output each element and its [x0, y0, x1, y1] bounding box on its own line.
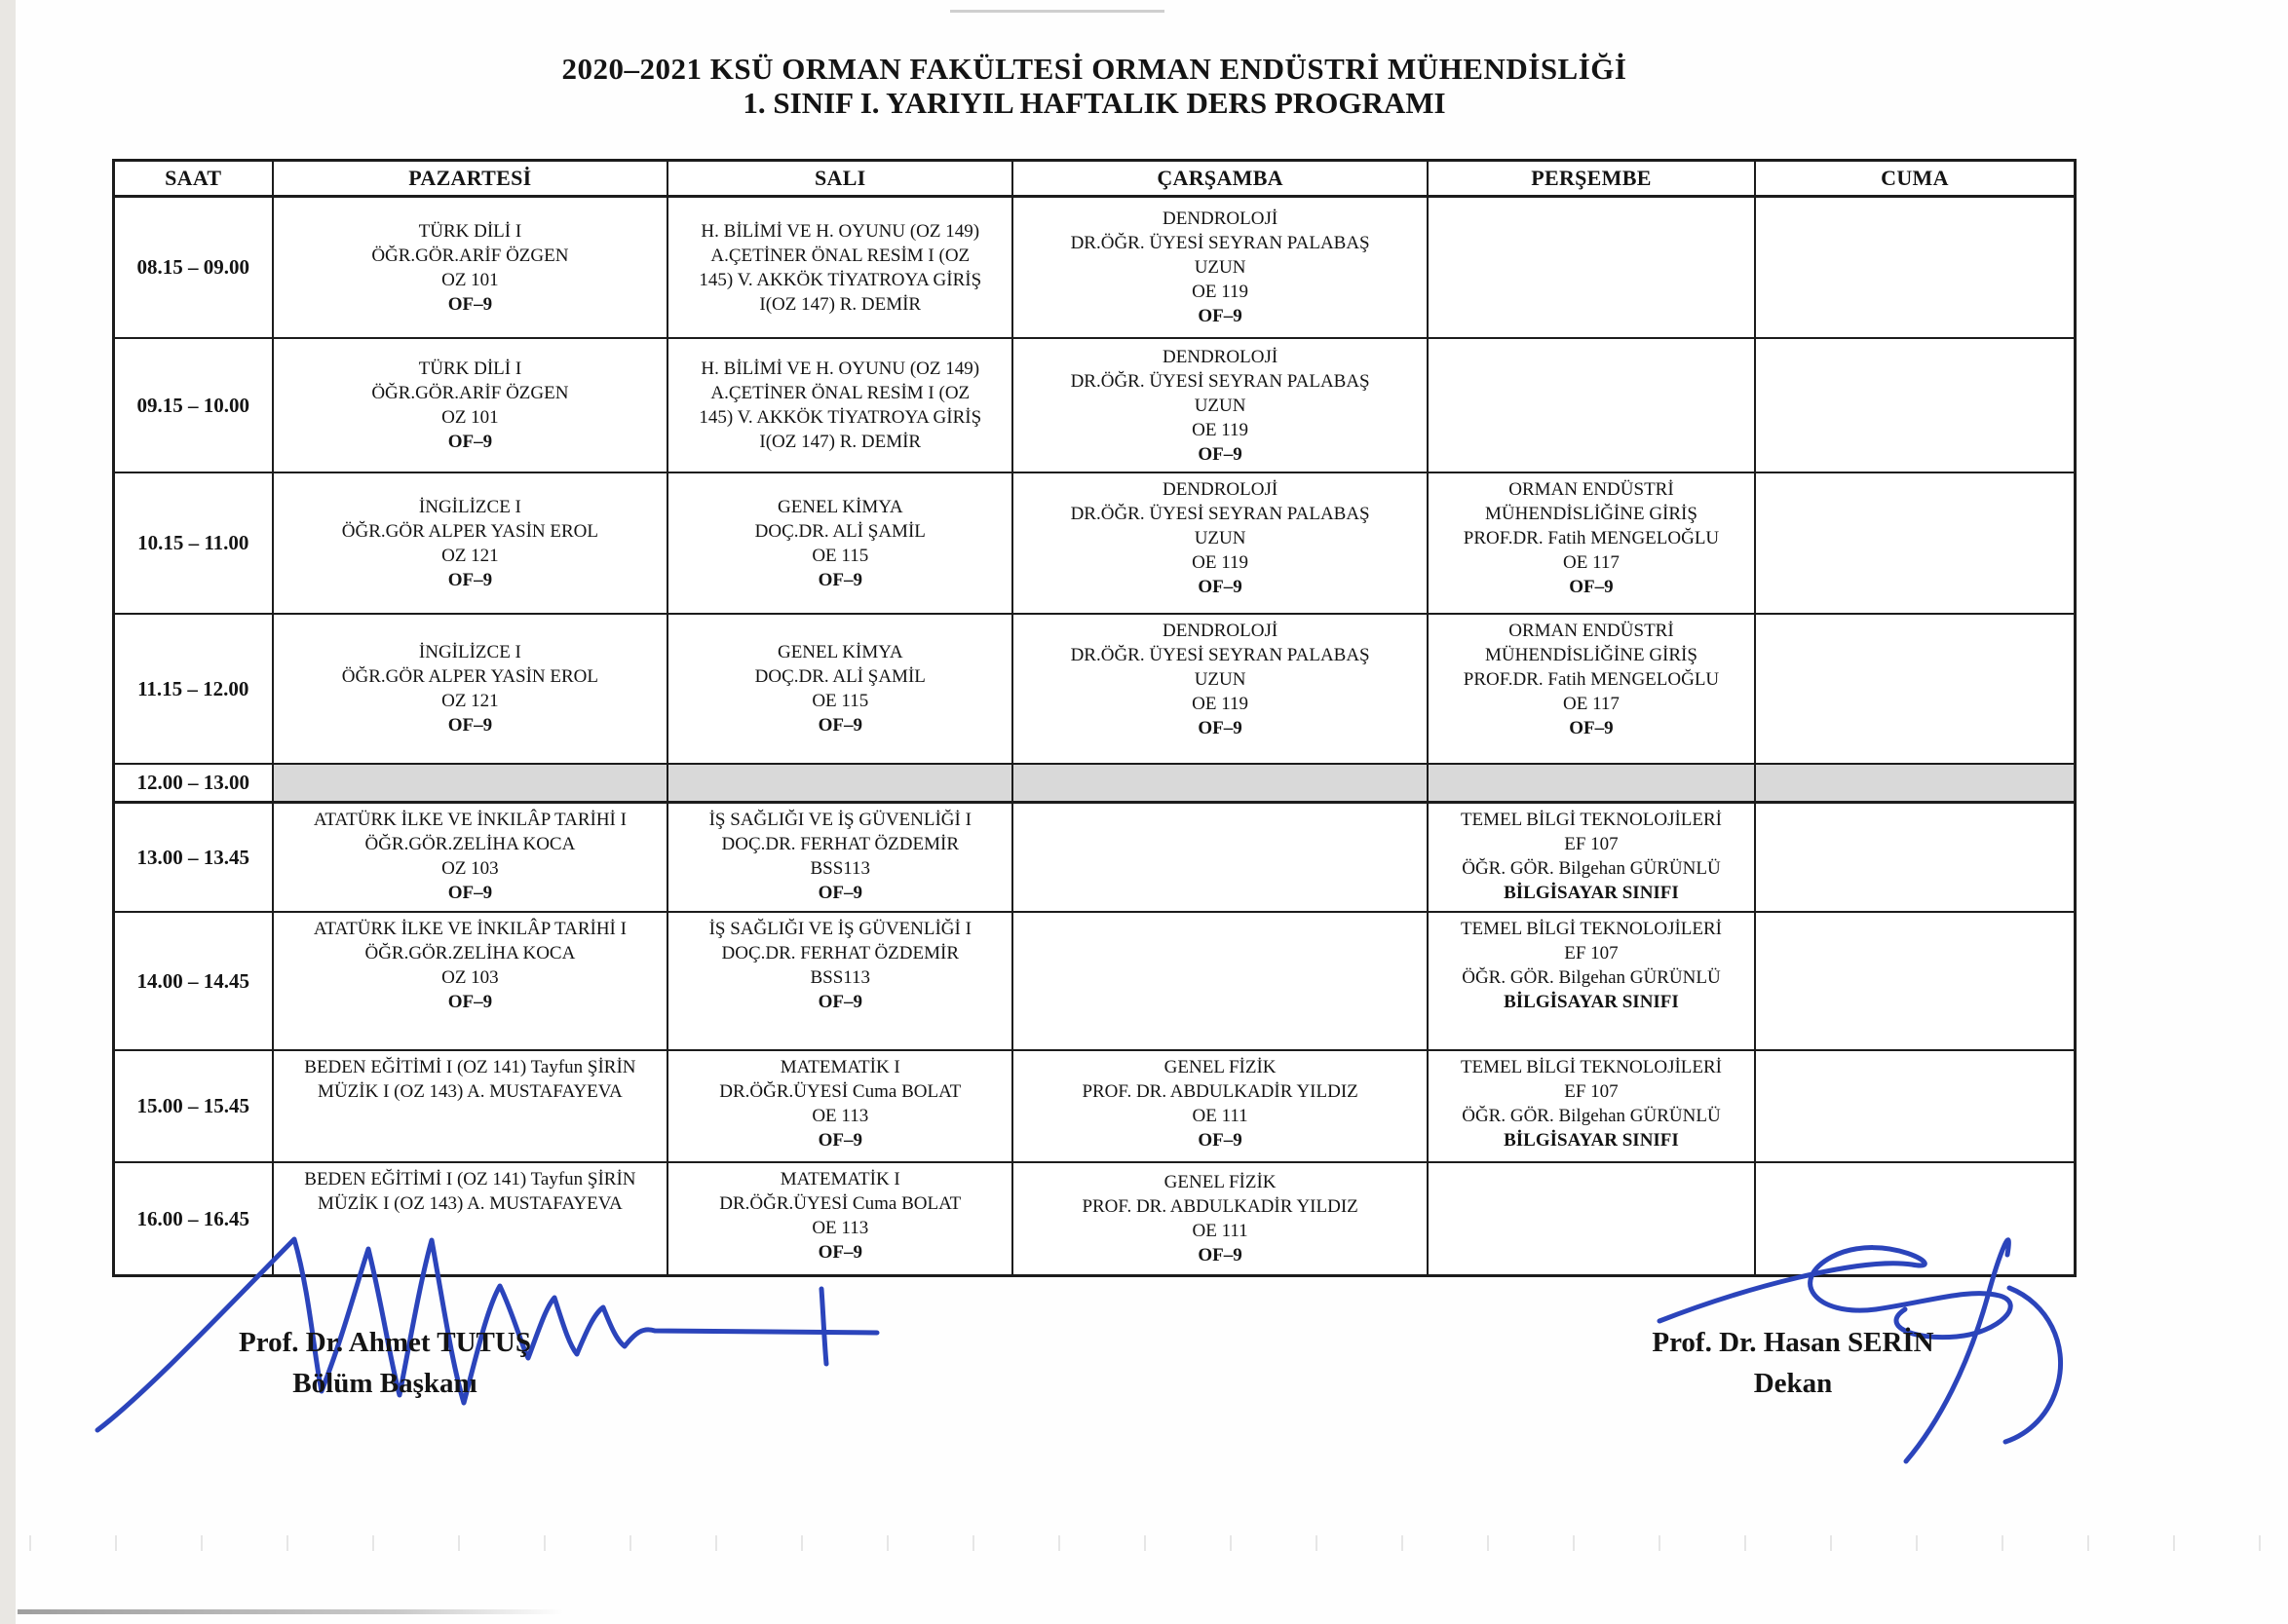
- course-cell-cuma: [1756, 615, 2074, 765]
- course-line: DR.ÖĞR. ÜYESİ SEYRAN PALABAŞ: [1070, 645, 1370, 665]
- course-line: OE 117: [1563, 694, 1620, 714]
- signer-name-right: Prof. Dr. Hasan SERİN: [1652, 1327, 1934, 1358]
- schedule-table: [112, 159, 2077, 1277]
- course-cell-sali: [668, 615, 1013, 765]
- signer-title-right: Dekan: [1753, 1368, 1833, 1399]
- course-line: ÖĞR.GÖR ALPER YASİN EROL: [341, 520, 598, 542]
- course-line: TEMEL BİLGİ TEKNOLOJİLERİ: [1460, 1057, 1722, 1077]
- course-line: OZ 103: [441, 858, 499, 879]
- course-line: OF–9: [1198, 718, 1242, 738]
- course-line: İNGİLİZCE I: [418, 642, 521, 662]
- course-cell-carsamba: [1013, 615, 1429, 765]
- course-line: BİLGİSAYAR SINIFI: [1504, 883, 1679, 903]
- time-cell: 16.00 – 16.45: [115, 1163, 274, 1274]
- course-line: MÜHENDİSLİĞİNE GİRİŞ: [1484, 645, 1697, 665]
- course-cell-cuma: [1756, 1051, 2074, 1163]
- course-line: H. BİLİMİ VE H. OYUNU (OZ 149): [701, 359, 980, 379]
- course-line: İŞ SAĞLIĞI VE İŞ GÜVENLİĞİ I: [708, 919, 972, 939]
- course-cell-pazartesi: [274, 1051, 669, 1163]
- course-line: OF–9: [818, 1242, 862, 1263]
- time-cell: 10.15 – 11.00: [115, 473, 274, 615]
- course-cell-carsamba: [1013, 804, 1429, 913]
- header-cell-persembe: PERŞEMBE: [1429, 162, 1756, 198]
- course-line: OE 119: [1192, 419, 1249, 440]
- course-cell-pazartesi: [274, 473, 669, 615]
- course-line: BİLGİSAYAR SINIFI: [1504, 992, 1679, 1012]
- course-line: A.ÇETİNER ÖNAL RESİM I (OZ: [710, 245, 971, 266]
- signature-block-left: [112, 1327, 658, 1399]
- course-line: PROF. DR. ABDULKADİR YILDIZ: [1082, 1081, 1358, 1102]
- course-cell-persembe: [1429, 339, 1756, 473]
- course-line: OZ 101: [441, 407, 499, 428]
- course-line: DOÇ.DR. FERHAT ÖZDEMİR: [721, 943, 960, 963]
- signer-name-left: Prof. Dr. Ahmet TUTUŞ: [239, 1327, 531, 1358]
- course-line: BEDEN EĞİTİMİ I (OZ 141) Tayfun ŞİRİN: [304, 1057, 636, 1077]
- schedule-row: [115, 913, 2074, 1051]
- course-cell-carsamba: [1013, 913, 1429, 1051]
- course-line: OF–9: [818, 883, 862, 903]
- course-cell-cuma: [1756, 473, 2074, 615]
- course-line: DENDROLOJİ: [1162, 479, 1278, 500]
- course-cell-pazartesi: [274, 804, 669, 913]
- course-cell-sali: [668, 339, 1013, 473]
- course-line: OE 115: [812, 545, 869, 566]
- course-cell-pazartesi: [274, 198, 669, 339]
- schedule-row: [115, 473, 2074, 615]
- course-line: GENEL KİMYA: [777, 642, 903, 662]
- course-line: ÖĞR.GÖR.ARİF ÖZGEN: [371, 383, 569, 403]
- course-line: OE 111: [1192, 1106, 1248, 1126]
- course-cell-cuma: [1756, 1163, 2074, 1274]
- course-cell-sali: [668, 913, 1013, 1051]
- title-line-2: 1. SINIF I. YARIYIL HAFTALIK DERS PROGRAMI: [743, 86, 1446, 120]
- course-line: ATATÜRK İLKE VE İNKILÂP TARİHİ I: [313, 919, 627, 939]
- course-line: 145) V. AKKÖK TİYATROYA GİRİŞ: [699, 269, 982, 290]
- course-line: UZUN: [1194, 395, 1246, 416]
- course-cell-carsamba: [1013, 198, 1429, 339]
- course-line: OF–9: [1198, 306, 1242, 326]
- course-cell-sali: [668, 473, 1013, 615]
- course-line: DENDROLOJİ: [1162, 346, 1278, 367]
- course-cell-carsamba: [1013, 1051, 1429, 1163]
- time-cell: 15.00 – 15.45: [115, 1051, 274, 1163]
- course-cell-persembe: [1429, 615, 1756, 765]
- course-cell-pazartesi: [274, 1163, 669, 1274]
- course-cell-cuma: [1756, 198, 2074, 339]
- header-cell-saat: SAAT: [115, 162, 274, 198]
- course-line: OF–9: [1198, 443, 1242, 465]
- course-line: OZ 121: [441, 691, 499, 711]
- course-line: UZUN: [1194, 257, 1246, 278]
- course-line: OF–9: [818, 992, 862, 1012]
- course-line: OF–9: [1198, 577, 1242, 597]
- course-cell-sali: [668, 1051, 1013, 1163]
- course-line: OZ 121: [441, 545, 499, 566]
- course-cell-persembe: [1429, 473, 1756, 615]
- signer-title-left: Bölüm Başkanı: [292, 1368, 477, 1399]
- time-cell: 08.15 – 09.00: [115, 198, 274, 339]
- schedule-row: [115, 804, 2074, 913]
- course-line: UZUN: [1194, 669, 1246, 690]
- course-line: EF 107: [1564, 943, 1619, 963]
- course-line: A.ÇETİNER ÖNAL RESİM I (OZ: [710, 383, 971, 403]
- course-line: I(OZ 147) R. DEMİR: [759, 432, 922, 452]
- course-line: OE 117: [1563, 552, 1620, 573]
- time-cell: 11.15 – 12.00: [115, 615, 274, 765]
- course-line: MATEMATİK I: [780, 1169, 900, 1190]
- course-cell-pazartesi: [274, 615, 669, 765]
- course-cell-cuma: [1756, 339, 2074, 473]
- course-line: OZ 103: [441, 967, 499, 988]
- course-line: OE 115: [812, 691, 869, 711]
- course-line: DOÇ.DR. ALİ ŞAMİL: [754, 520, 926, 542]
- course-cell-sali: [668, 1163, 1013, 1274]
- time-cell: 12.00 – 13.00: [115, 765, 274, 804]
- header-cell-carsamba: ÇARŞAMBA: [1013, 162, 1429, 198]
- course-line: GENEL FİZİK: [1163, 1057, 1277, 1077]
- course-line: I(OZ 147) R. DEMİR: [759, 293, 922, 315]
- course-line: MÜHENDİSLİĞİNE GİRİŞ: [1484, 504, 1697, 524]
- course-line: BEDEN EĞİTİMİ I (OZ 141) Tayfun ŞİRİN: [304, 1169, 636, 1190]
- course-cell-carsamba: [1013, 473, 1429, 615]
- course-line: EF 107: [1564, 1081, 1619, 1102]
- course-cell-persembe: [1429, 1163, 1756, 1274]
- document-title: [112, 53, 2077, 120]
- time-cell: 14.00 – 14.45: [115, 913, 274, 1051]
- header-cell-sali: SALI: [668, 162, 1013, 198]
- course-line: 145) V. AKKÖK TİYATROYA GİRİŞ: [699, 407, 982, 428]
- scan-artifact-specks: [29, 1535, 2261, 1551]
- course-line: OZ 101: [441, 269, 499, 290]
- course-line: MÜZİK I (OZ 143) A. MUSTAFAYEVA: [318, 1193, 623, 1214]
- header-cell-pazartesi: PAZARTESİ: [274, 162, 669, 198]
- course-line: PROF.DR. Fatih MENGELOĞLU: [1463, 669, 1720, 690]
- time-cell: 13.00 – 13.45: [115, 804, 274, 913]
- course-line: OE 119: [1192, 552, 1249, 573]
- course-line: DR.ÖĞR.ÜYESİ Cuma BOLAT: [719, 1081, 962, 1102]
- course-line: DOÇ.DR. ALİ ŞAMİL: [754, 666, 926, 687]
- course-cell-cuma: [1756, 765, 2074, 804]
- course-line: TÜRK DİLİ I: [418, 220, 522, 242]
- course-line: TEMEL BİLGİ TEKNOLOJİLERİ: [1460, 810, 1722, 830]
- course-line: DR.ÖĞR. ÜYESİ SEYRAN PALABAŞ: [1070, 370, 1370, 392]
- course-line: OF–9: [818, 569, 862, 590]
- course-line: BSS113: [810, 858, 871, 879]
- course-line: DOÇ.DR. FERHAT ÖZDEMİR: [721, 834, 960, 854]
- scan-artifact-smudge: [18, 1609, 563, 1614]
- course-cell-sali: [668, 804, 1013, 913]
- scan-artifact-line: [950, 10, 1164, 13]
- course-line: OE 113: [812, 1218, 869, 1238]
- course-line: GENEL FİZİK: [1163, 1172, 1277, 1192]
- break-row: [115, 765, 2074, 804]
- course-line: DR.ÖĞR. ÜYESİ SEYRAN PALABAŞ: [1070, 504, 1370, 524]
- course-line: BSS113: [810, 967, 871, 988]
- course-line: H. BİLİMİ VE H. OYUNU (OZ 149): [701, 220, 980, 242]
- course-line: GENEL KİMYA: [777, 496, 903, 517]
- course-cell-persembe: [1429, 913, 1756, 1051]
- course-line: DR.ÖĞR.ÜYESİ Cuma BOLAT: [719, 1193, 962, 1214]
- course-cell-carsamba: [1013, 1163, 1429, 1274]
- course-cell-carsamba: [1013, 339, 1429, 473]
- course-line: OE 111: [1192, 1221, 1248, 1241]
- course-line: UZUN: [1194, 528, 1246, 548]
- course-line: ÖĞR.GÖR.ARİF ÖZGEN: [371, 245, 569, 266]
- course-line: ORMAN ENDÜSTRİ: [1508, 479, 1674, 500]
- course-line: OF–9: [447, 569, 493, 590]
- header-cell-cuma: CUMA: [1756, 162, 2074, 198]
- course-line: MATEMATİK I: [780, 1057, 900, 1077]
- schedule-row: [115, 198, 2074, 339]
- course-line: OF–9: [447, 883, 493, 903]
- signature-block-right: [1549, 1327, 2037, 1399]
- schedule-row: [115, 1163, 2074, 1274]
- course-line: PROF. DR. ABDULKADİR YILDIZ: [1082, 1196, 1358, 1217]
- scan-edge-strip: [0, 0, 16, 1624]
- course-cell-persembe: [1429, 804, 1756, 913]
- course-line: TEMEL BİLGİ TEKNOLOJİLERİ: [1460, 919, 1722, 939]
- course-line: İNGİLİZCE I: [418, 496, 521, 517]
- course-cell-persembe: [1429, 1051, 1756, 1163]
- course-line: DENDROLOJİ: [1162, 621, 1278, 641]
- course-line: OF–9: [447, 715, 493, 736]
- course-line: OF–9: [1569, 577, 1614, 597]
- course-line: OF–9: [818, 715, 862, 736]
- course-line: OE 113: [812, 1106, 869, 1126]
- course-cell-sali: [668, 198, 1013, 339]
- course-line: ÖĞR.GÖR ALPER YASİN EROL: [341, 666, 598, 687]
- course-line: OF–9: [1198, 1130, 1242, 1151]
- course-line: TÜRK DİLİ I: [418, 359, 522, 379]
- course-line: OE 119: [1192, 282, 1249, 302]
- course-line: ÖĞR. GÖR. Bilgehan GÜRÜNLÜ: [1462, 858, 1721, 879]
- course-cell-pazartesi: [274, 913, 669, 1051]
- course-line: ÖĞR. GÖR. Bilgehan GÜRÜNLÜ: [1462, 1106, 1721, 1126]
- course-line: OE 119: [1192, 694, 1249, 714]
- course-line: OF–9: [818, 1130, 862, 1151]
- course-line: DENDROLOJİ: [1162, 208, 1278, 229]
- course-line: OF–9: [447, 992, 493, 1012]
- course-line: OF–9: [1569, 718, 1614, 738]
- course-cell-pazartesi: [274, 339, 669, 473]
- title-line-1: 2020–2021 KSÜ ORMAN FAKÜLTESİ ORMAN ENDÜSTRİ MÜHENDİSLİĞİ: [561, 52, 1627, 86]
- course-cell-persembe: [1429, 198, 1756, 339]
- course-cell-cuma: [1756, 804, 2074, 913]
- course-line: ÖĞR.GÖR.ZELİHA KOCA: [364, 834, 576, 854]
- course-cell-carsamba: [1013, 765, 1429, 804]
- schedule-row: [115, 615, 2074, 765]
- course-line: EF 107: [1564, 834, 1619, 854]
- course-line: ÖĞR.GÖR.ZELİHA KOCA: [364, 943, 576, 963]
- course-line: PROF.DR. Fatih MENGELOĞLU: [1463, 528, 1720, 548]
- course-line: BİLGİSAYAR SINIFI: [1504, 1130, 1679, 1151]
- header-row: [115, 162, 2074, 198]
- course-cell-cuma: [1756, 913, 2074, 1051]
- course-line: DR.ÖĞR. ÜYESİ SEYRAN PALABAŞ: [1070, 233, 1370, 253]
- course-cell-pazartesi: [274, 765, 669, 804]
- course-line: OF–9: [1198, 1245, 1242, 1265]
- course-cell-sali: [668, 765, 1013, 804]
- course-line: İŞ SAĞLIĞI VE İŞ GÜVENLİĞİ I: [708, 810, 972, 830]
- course-line: ATATÜRK İLKE VE İNKILÂP TARİHİ I: [313, 810, 627, 830]
- course-line: MÜZİK I (OZ 143) A. MUSTAFAYEVA: [318, 1081, 623, 1102]
- course-cell-persembe: [1429, 765, 1756, 804]
- course-line: ORMAN ENDÜSTRİ: [1508, 621, 1674, 641]
- course-line: ÖĞR. GÖR. Bilgehan GÜRÜNLÜ: [1462, 967, 1721, 988]
- schedule-row: [115, 339, 2074, 473]
- schedule-row: [115, 1051, 2074, 1163]
- course-line: OF–9: [447, 293, 493, 315]
- time-cell: 09.15 – 10.00: [115, 339, 274, 473]
- course-line: OF–9: [447, 432, 493, 452]
